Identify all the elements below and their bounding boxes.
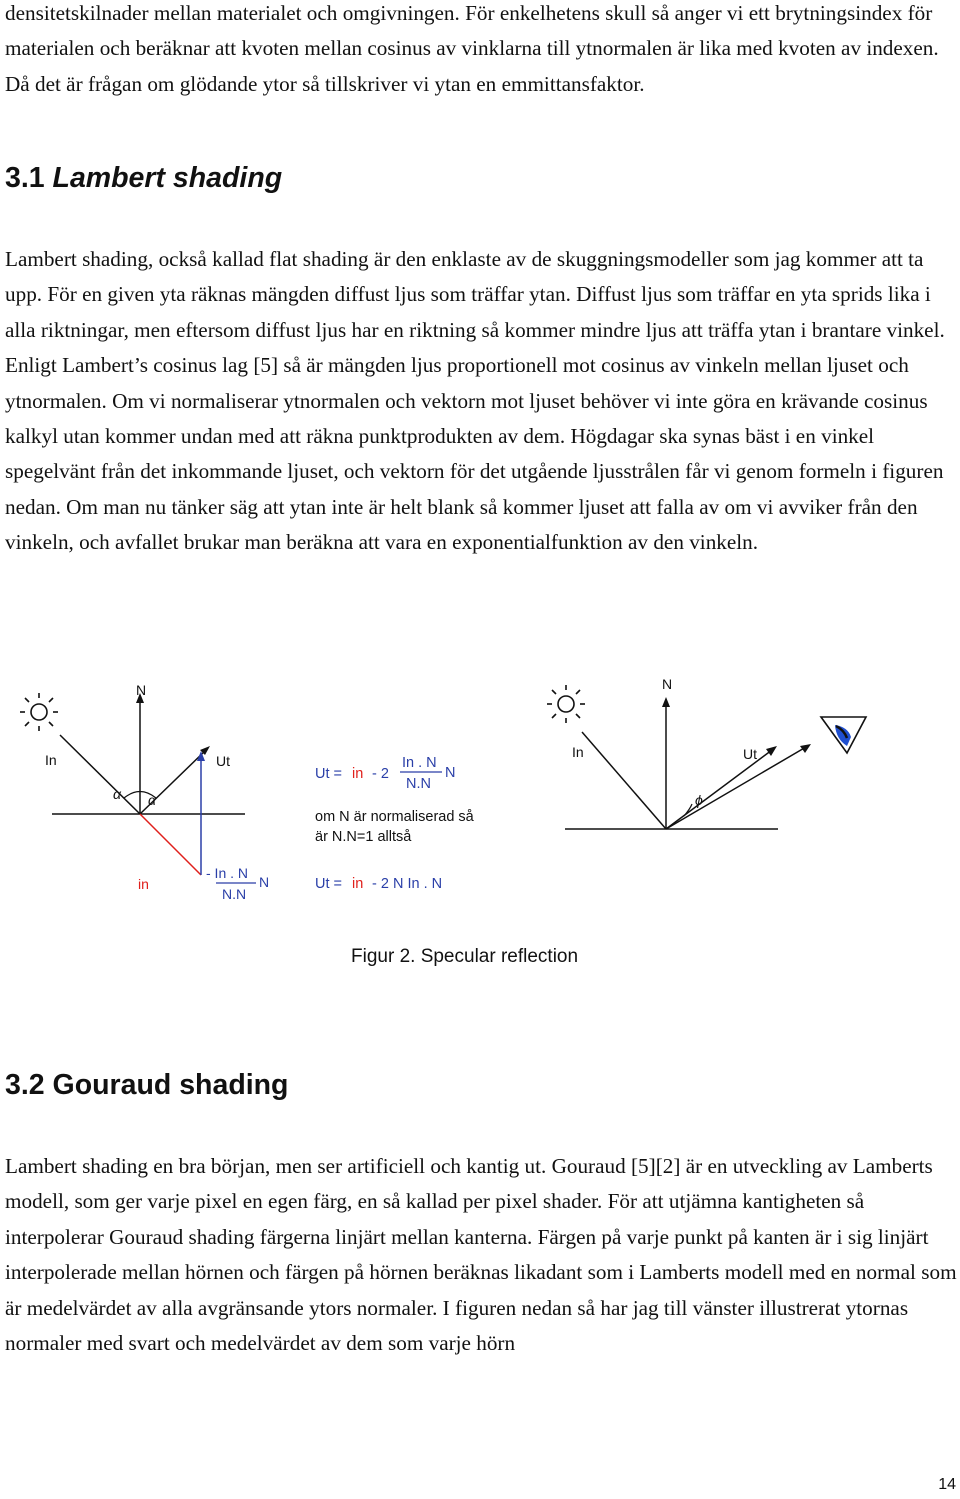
formula2-in: in — [352, 876, 364, 892]
formula1-n: N — [445, 765, 456, 781]
section-heading-lambert — [5, 162, 282, 195]
section-title: Lambert shading — [52, 162, 283, 194]
sun-icon-left — [20, 693, 58, 731]
label-alpha-2: α — [148, 792, 156, 808]
normal-arrowhead-right — [662, 697, 670, 707]
section-number: 3.2 — [5, 1069, 45, 1101]
frac-minus-numerator: - In . N — [206, 865, 249, 881]
reflected-arrowhead-right — [766, 746, 777, 756]
formula1-lhs: Ut = — [315, 766, 342, 782]
eye-icon — [821, 717, 866, 753]
label-alpha-1: α — [113, 786, 121, 802]
specular-reflection-figure — [0, 675, 960, 920]
formula1-numerator: In . N — [402, 755, 437, 771]
view-arrowhead-right — [800, 744, 811, 753]
label-n-left: N — [136, 682, 147, 698]
label-ut-left: Ut — [216, 753, 230, 769]
section-heading-gouraud — [5, 1069, 288, 1102]
frac-minus-n: N — [259, 874, 270, 890]
label-in-left: In — [45, 752, 57, 768]
section-number: 3.1 — [5, 162, 45, 194]
incoming-ray-right — [582, 732, 666, 829]
frac-minus-denominator: N.N — [222, 886, 247, 902]
intro-paragraph: densitetskilnader mellan materialet och omgivningen. För enkelhetens skull så anger vi ett brytningsindex för materialen och beräknar att kvoten mellan cosinus av vinklarna till ytnormalen är lika med kvoten av indexen. Då det är frågan om glödande ytor så tillskriver vi ytan en emmittansfaktor. — [5, 1, 939, 96]
section-title: Gouraud shading — [52, 1069, 289, 1101]
label-n-right: N — [662, 676, 673, 692]
formula1-minus2: - 2 — [372, 766, 389, 782]
incoming-ray-left — [60, 735, 140, 814]
view-vector-right — [666, 747, 806, 829]
formula1-in: in — [352, 766, 364, 782]
sun-icon-right — [547, 685, 585, 723]
formula2-rest: - 2 N In . N — [372, 876, 443, 892]
formula2-lhs: Ut = — [315, 876, 342, 892]
label-in-lower: in — [138, 876, 149, 892]
gouraud-paragraph: Lambert shading en bra början, men ser artificiell och kantig ut. Gouraud [5][2] är en utveckling av Lamberts modell, som ger varje pixel en egen färg, en så kallad per pixel shader. För att utjämna kantigheten så interpolerar Gouraud shading färgerna linjärt mellan kanterna. Färgen på varje punkt på kanten är i sig linjärt interpolerade mellan hörnen och färgen på hörnen beräknas likadant som i Lamberts modell med en normal som är medelvärdet av alla avgränsande ytors normaler. I figuren nedan så har jag till vänster illustrerat ytornas normaler med svart och medelvärdet av dem som varje hörn — [5, 1154, 957, 1356]
figure-caption: Figur 2. Specular reflection — [351, 946, 579, 967]
formula-note-line1: om N är normaliserad så — [315, 809, 474, 825]
label-ut-right: Ut — [743, 746, 757, 762]
formula-block — [315, 755, 475, 892]
page-number: 14 — [938, 1476, 956, 1493]
formula-note-line2: är N.N=1 alltså — [315, 829, 412, 845]
label-in-right: In — [572, 744, 584, 760]
incoming-continuation-red — [140, 814, 201, 875]
label-phi: ϕ — [695, 792, 703, 808]
formula1-denominator: N.N — [406, 776, 431, 792]
lambert-paragraph: Lambert shading, också kallad flat shading är den enklaste av de skuggningsmodeller som jag kommer att ta upp. För en given yta räknas mängden diffust ljus som träffar ytan. Diffust ljus som träffar en yta sprids lika i alla riktningar, men eftersom diffust ljus har en riktning så kommer mindre ljus att träffa ytan i brantare vinkel. Enligt Lambert’s cosinus lag [5] så är mängden ljus proportionell mot cosinus av vinkeln mellan ljuset och ytnormalen. Om vi normaliserar ytnormalen och vektorn mot ljuset behöver vi inte göra en krävande cosinus kalkyl utan kommer undan med att räkna punktprodukten av dem. Högdagar ska synas bäst i en vinkel spegelvänt från det inkommande ljuset, och vektorn för det utgående ljusstrålen får vi genom formeln i figuren nedan. Om man nu tänker säg att ytan inte är helt blank så kommer ljuset att falla av om vi avviker från den vinkeln, och avfallet brukar man beräkna att vara en exponentialfunktion av den vinkeln. — [5, 247, 945, 555]
